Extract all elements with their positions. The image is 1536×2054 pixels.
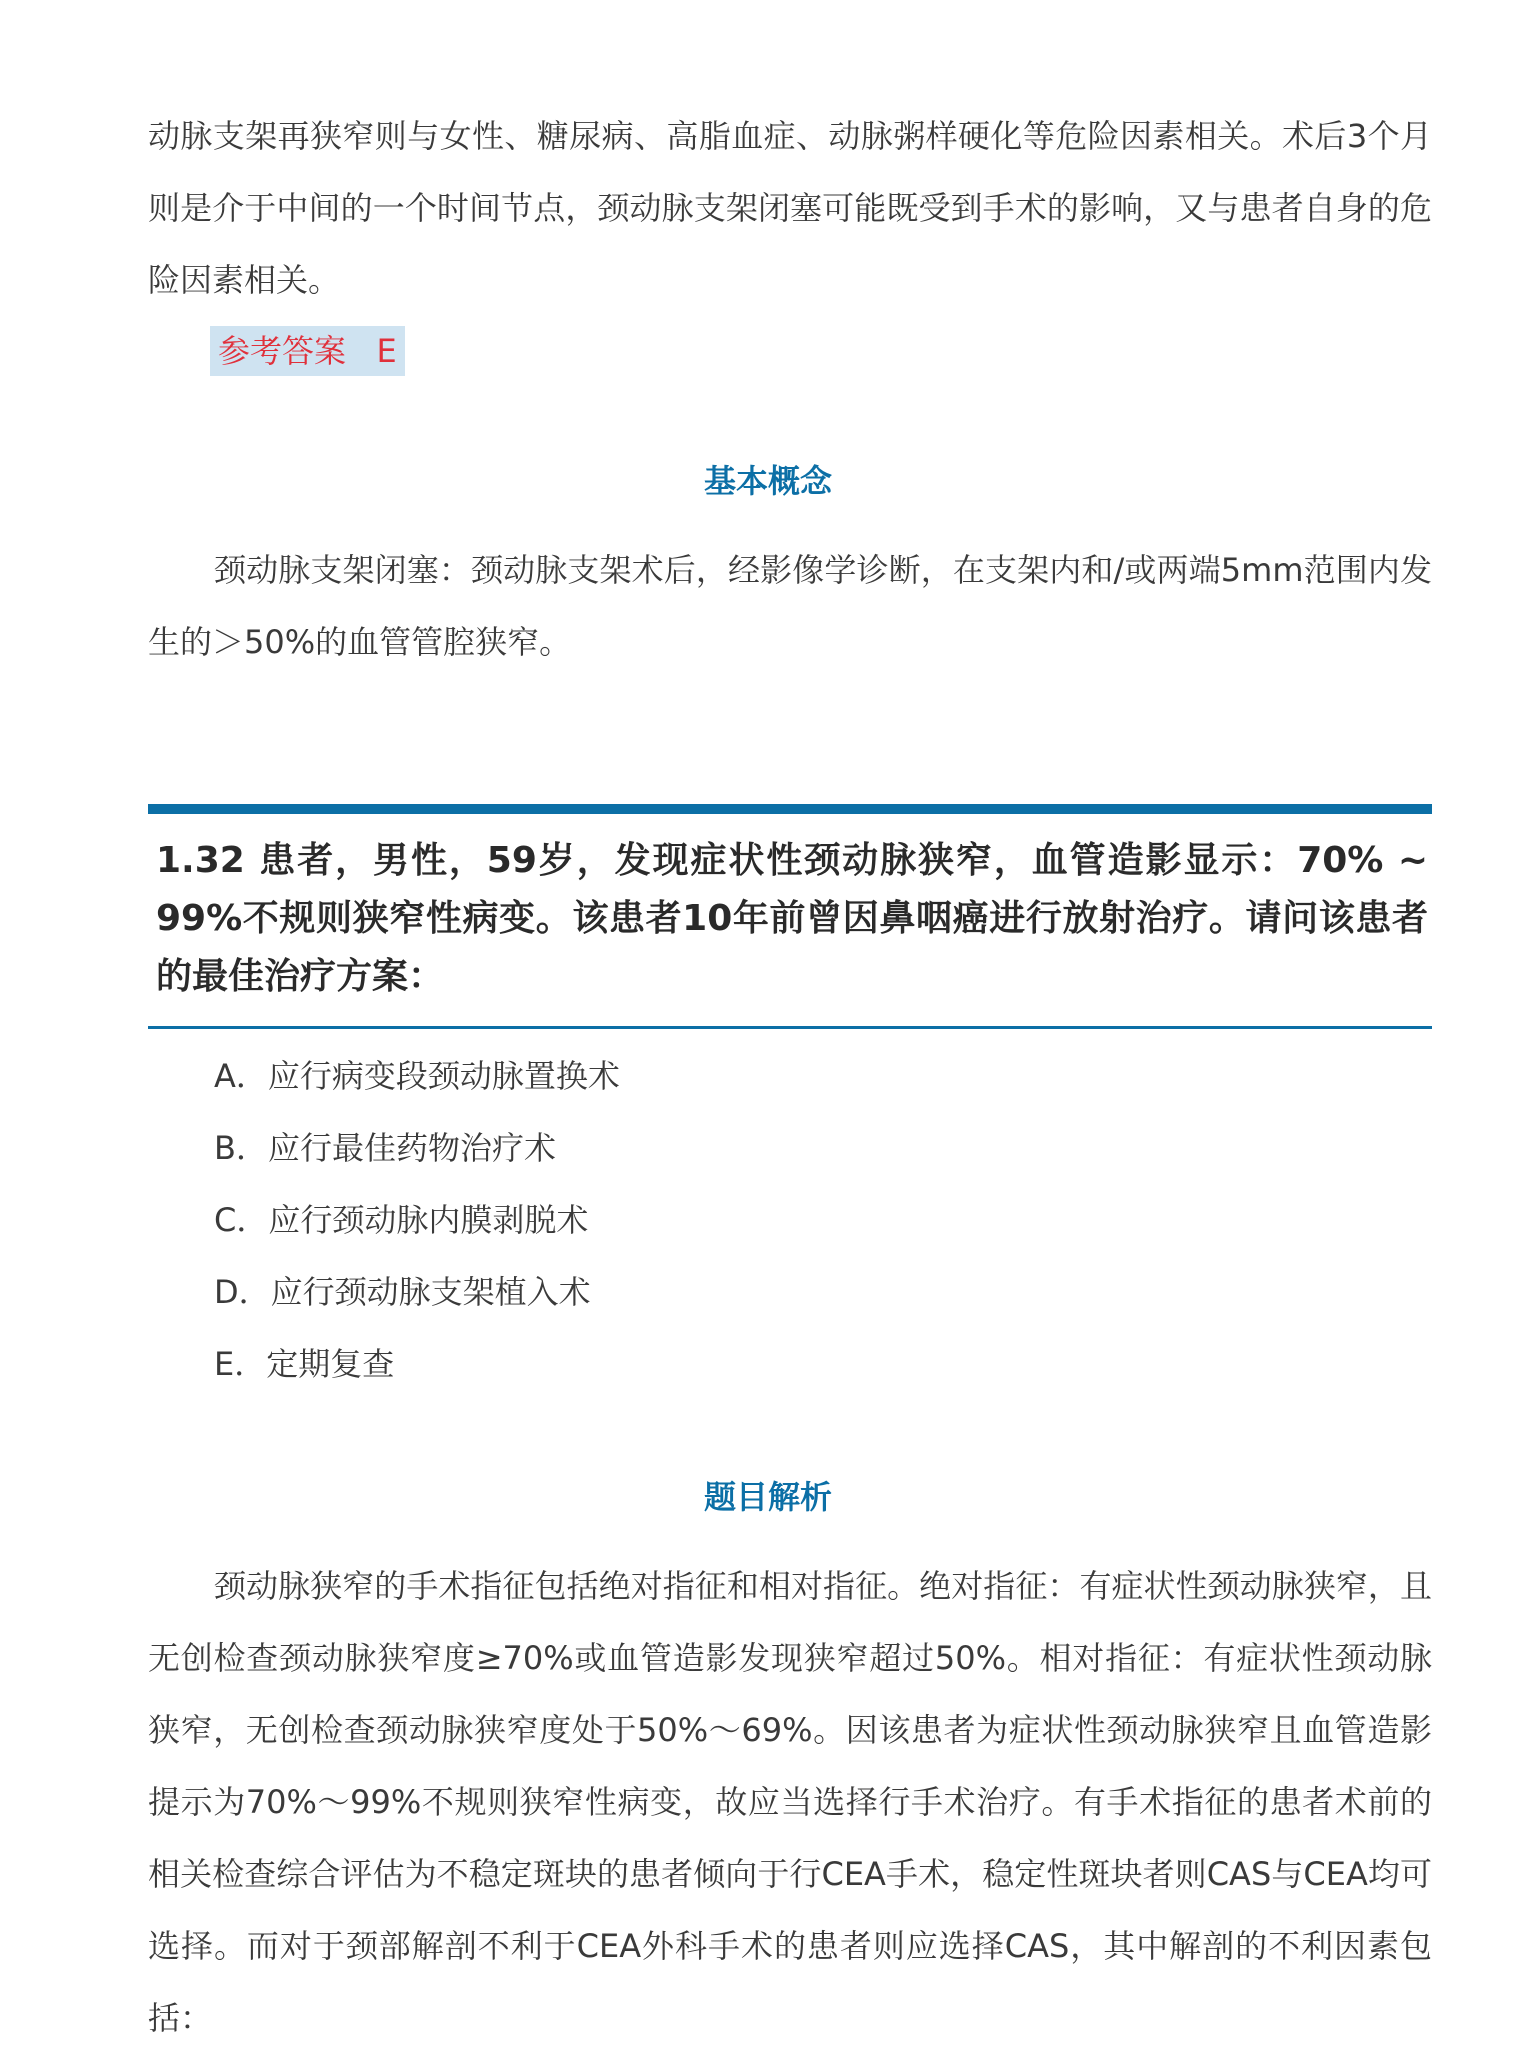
answer-options	[214, 1040, 620, 1400]
question-stem: 1.32 患者，男性，59岁，发现症状性颈动脉狭窄，血管造影显示：70% ~ 99%不规则狭窄性病变。该患者10年前曾因鼻咽癌进行放射治疗。请问该患者的最佳治疗方案：	[156, 840, 1428, 997]
option-e: E．定期复查	[214, 1345, 395, 1383]
option-d: D．应行颈动脉支架植入术	[214, 1273, 591, 1311]
top-paragraph: 动脉支架再狭窄则与女性、糖尿病、高脂血症、动脉粥样硬化等危险因素相关。术后3个月则是介于中间的一个时间节点，颈动脉支架闭塞可能既受到手术的影响，又与患者自身的危险因素相关。	[148, 117, 1432, 299]
concept-paragraph: 颈动脉支架闭塞：颈动脉支架术后，经影像学诊断，在支架内和/或两端5mm范围内发生的＞50%的血管管腔狭窄。	[148, 551, 1432, 661]
question-top-rule	[148, 804, 1432, 814]
answer-value: E	[376, 332, 397, 370]
question-bottom-rule	[148, 1026, 1432, 1029]
concept-title: 基本概念	[703, 462, 832, 500]
answer-label: 参考答案	[218, 332, 347, 370]
analysis-paragraph: 颈动脉狭窄的手术指征包括绝对指征和相对指征。绝对指征：有症状性颈动脉狭窄，且无创检查颈动脉狭窄度≥70%或血管造影发现狭窄超过50%。相对指征：有症状性颈动脉狭窄，无创检查颈动脉狭窄度处于50%～69%。因该患者为症状性颈动脉狭窄且血管造影提示为70%～99%不规则狭窄性病变，故应当选择行手术治疗。有手术指征的患者术前的相关检查综合评估为不稳定斑块的患者倾向于行CEA手术，稳定性斑块者则CAS与CEA均可选择。而对于颈部解剖不利于CEA外科手术的患者则应选择CAS，其中解剖的不利因素包括：	[148, 1567, 1432, 2037]
analysis-title: 题目解析	[703, 1478, 832, 1516]
reference-answer	[210, 326, 405, 376]
option-a: A．应行病变段颈动脉置换术	[214, 1057, 620, 1095]
option-c: C．应行颈动脉内膜剥脱术	[214, 1201, 589, 1239]
option-b: B．应行最佳药物治疗术	[214, 1129, 556, 1167]
